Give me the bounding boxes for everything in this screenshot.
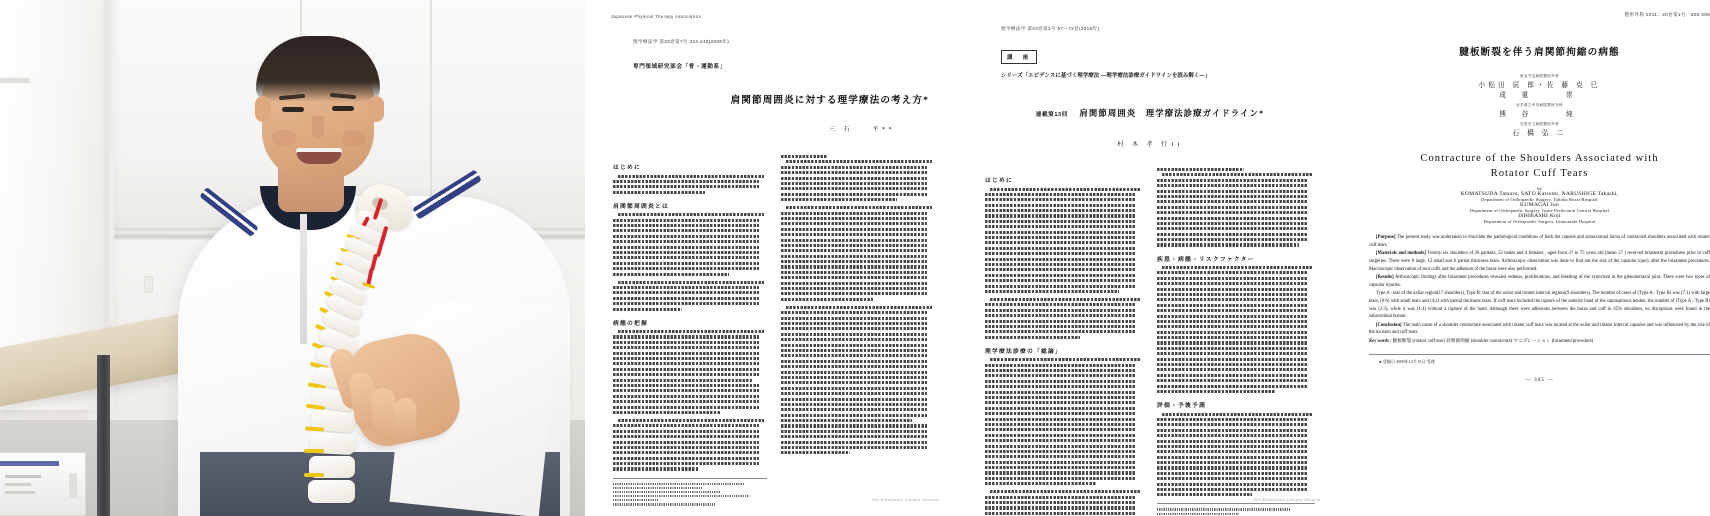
document-title-english-line1: Contracture of the Shoulders Associated with [1420,153,1659,164]
body-paragraph [781,206,935,301]
library-service-mark: NII-Electronic Library Service [1254,497,1321,502]
body-paragraph [985,358,1143,485]
abstract-label: [Results] [1376,275,1394,281]
device-knob [69,473,77,499]
received-date-footnote: ● 受稿日 2009年12月15日 受理 [1379,358,1435,364]
english-department: Department of Orthopaedic Surgery, Tohoku Rosai Hospital [1481,197,1598,203]
heading-disease-risk-factors: 疾患・病態・リスクファクター [1157,256,1255,263]
device-label-strip [0,461,59,466]
body-paragraph [985,490,1143,516]
keywords-line [1369,338,1710,344]
medical-device-box [0,452,86,516]
abstract-text: Twenty-six shoulders of 26 patients, 22 males and 4 females , aged from 37 to 75 years old (mean 57 ) received briasment procedures prior to cuff surgeries. There were 8 large, 12 small and 6 partial thickness tears. Arthroscopic observation was done to find out the size of the capsular injury after the briasment procedures. Macroscopic observation of torn cuffs and the adhesion of the bursa were also performed. [1369,251,1710,272]
journal-association-header: Japanese Physical Therapy Association [611,14,702,19]
body-paragraph [613,175,767,194]
heading-introduction: はじめに [613,165,641,171]
abstract-conclusion [1369,322,1710,337]
person-thumb [393,398,417,443]
footnote-block [1157,508,1315,516]
page-number: — 305 — [1525,376,1554,383]
column-right [781,155,935,508]
english-department: Department of Orthopaedic Surgery, Ishinomaki Hospital [1483,219,1596,225]
person-smiling-mouth [296,148,342,164]
person-ear-right [368,96,384,122]
shelf-edge [0,78,30,83]
abstract-results [1369,274,1710,289]
body-paragraph [613,330,767,414]
abstract-label: [Materials and methods] [1376,251,1426,257]
document-title-japanese: 腱板断裂を伴う肩関節拘縮の病態 [1459,47,1620,58]
library-service-mark: NII-Electronic Library Service [872,497,939,502]
series-installment-number: 連載第13回 [1035,112,1068,118]
citation-line: 理学療法学 第33巻第7号 324-248(2006年) [633,39,730,44]
wall-outlet [144,276,153,293]
device-line [5,475,41,478]
body-paragraph [781,306,935,455]
body-paragraph [1157,266,1315,393]
affiliation-names: 小松田 辰 郎・佐 藤 克 巳 [1478,82,1601,89]
english-author-line: KOMATSUDA Tatsuro, SATO Katsumi, NARUSHIGE Takashi, [1460,191,1619,198]
column-left [613,155,767,508]
footnote-rule [1157,503,1315,504]
abstract-text: Type A : tear of the axilar region(17 shoulders), Type B: tear of the axilar and rotator interval regions(9 shoulders). The number of cases of (Type A : Type B) was (7:1) with large tears, (0:6) with small tears and (4:2) with partial thickness tears. If cuff tears included the rupture of the anterior band of the supraspinous tendon, the number of (Type A : Type B) was (2:3), while it was (1:4) without a rupture of the band. Although there were adhesions between the bursa and cuff in 65% shoulders, no disruptions were found in the subacromial bursae. [1369,291,1710,320]
affiliation-dept: 東北労災病院整形外科 [1520,74,1559,78]
citation-line: 整形外科 2011；20巻第1号：305-309 [1624,12,1710,17]
section-label: 専門領域研究部会「骨・運動系」 [633,64,726,70]
abstract-block [1369,234,1710,337]
document-right-page [1345,0,1710,516]
document-left-page [585,0,953,516]
abstract-results-detail [1369,290,1710,320]
document-title: 肩関節周囲炎に対する理学療法の考え方* [730,95,929,106]
body-paragraph [985,188,1143,293]
person-cheek-right [342,130,366,146]
affiliation-names: 石 橋 弘 二 [1512,130,1567,137]
series-subtitle: シリーズ「エビデンスに基づく理学療法 ―理学療法診療ガイドラインを読み解く―」 [1001,73,1211,79]
heading-assessment: 病態の把握 [613,320,648,327]
body-paragraph [985,298,1143,339]
footnote-rule [613,478,767,479]
author-byline: 三 石 平** [828,126,895,133]
english-author-line: KUMAGAI Jun [1520,202,1559,209]
abstract-purpose [1369,234,1710,249]
affiliation-block [1369,74,1710,137]
abstract-text: The main cause of a shoulder contracture associated with rotator cuff tears was located at the axilar and rotator interval capsules and was influenced by the size of the incision and cuff tears. [1369,322,1710,336]
device-line [5,483,31,486]
abstract-text: The present study was undertaken to elucidate the pathological conditions of both the capsule and subacromial bursa of contracted shoulders associated with rotator cuff tears. [1369,235,1710,248]
body-paragraph [613,419,767,471]
body-paragraph [1157,413,1315,497]
by-label: by [1537,186,1542,192]
heading-introduction: はじめに [985,178,1013,184]
document-scans-panel [585,0,1710,516]
english-author-line: ISHIBASHI Koji [1518,213,1561,220]
document-title: 肩関節周囲炎 理学療法診療ガイドライン* [1079,109,1265,118]
affiliation-dept: 岩手県立中央病院整形外科 [1516,103,1563,107]
citation-line: 理学療法学 第43巻第1号 67〜72頁(2016年) [1001,26,1100,31]
table-leg [97,355,110,516]
footnote-rule [1369,354,1710,355]
affiliation-names: 成 重 崇 [1499,92,1580,99]
affiliation-dept: 石巻市立病院整形外科 [1520,122,1559,126]
body-paragraph [613,213,767,275]
section-tag-lecture: 講 座 [1001,50,1037,63]
author-byline: 村 木 孝 行1) [1117,141,1183,148]
abstract-label: [Purpose] [1376,235,1396,241]
abstract-text: Arthroscopic findings after briasment procedures revealed redness, proliferations, and bleeding of the synovium in the glenohumeral joint. There were two types of capsular injuries. [1369,275,1710,288]
keywords-text: : 腱板断裂 (rotator cuff tear) 肩関節拘縮 (shoulder contracture) マニプレーション (briasment procedure) [1388,338,1594,344]
device-line [5,491,35,494]
column-right [1157,168,1315,516]
footnote-block [613,483,767,506]
abstract-materials-methods [1369,250,1710,273]
affiliation-names: 熊 谷 純 [1499,111,1580,118]
person-nose [312,116,324,138]
person-eye-right [332,106,354,111]
body-paragraph [781,155,935,201]
heading-condition: 肩関節周囲炎とは [613,203,669,210]
english-department: Department of Orthopaedic Surgery, Iwate Prefectural Central Hospital [1469,208,1609,214]
person-ear-left [255,96,271,122]
document-middle-page [963,0,1335,516]
keywords-label: Key words [1369,338,1389,344]
clinic-photograph [0,0,585,516]
document-title-english-line2: Rotator Cuff Tears [1490,168,1589,180]
body-paragraph [1157,168,1315,247]
heading-evaluation-prognosis: 評価・予後予測 [1157,403,1206,410]
person-eye-left [282,107,304,112]
body-paragraph [613,281,767,311]
heading-general-remarks: 理学療法診療の「総論」 [985,348,1062,355]
abstract-label: [Conclusion] [1376,322,1402,328]
page-gutter [953,0,963,516]
page-gutter [1335,0,1345,516]
column-left [985,168,1143,516]
person-cheek-left [272,130,296,146]
